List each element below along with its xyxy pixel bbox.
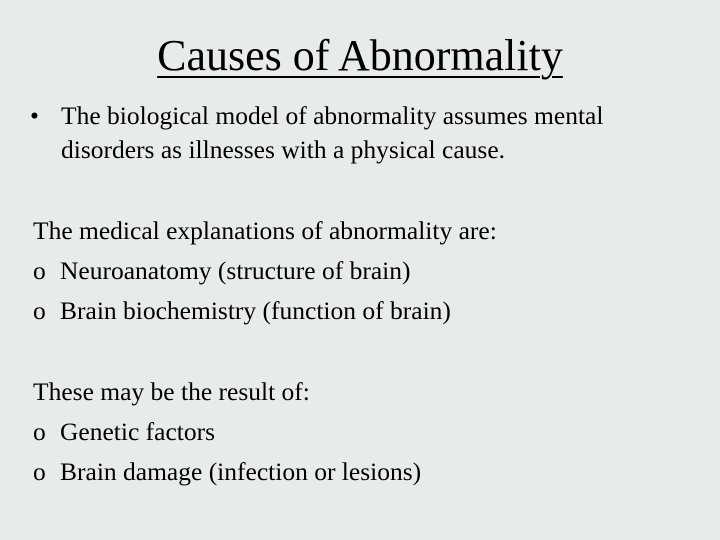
intro-bullet-text: The biological model of abnormality assumes mental disorders as illnesses with a physical cause. [61, 101, 604, 164]
slide-title [0, 30, 720, 82]
list-item-text: Genetic factors [60, 417, 216, 446]
list-item-text: Brain biochemistry (function of brain) [60, 296, 451, 325]
slide-title-text: Causes of Abnormality [157, 31, 563, 80]
section-heading: These may be the result of: [33, 377, 310, 406]
list-item-text: Brain damage (infection or lesions) [60, 457, 422, 486]
medical-explanations-section [33, 211, 693, 331]
section-heading: The medical explanations of abnormality are: [33, 216, 497, 245]
list-item [33, 291, 693, 331]
list-marker: o [33, 417, 46, 446]
list-marker: o [33, 296, 46, 325]
list-item-text: Neuroanatomy (structure of brain) [60, 256, 411, 285]
list-marker: o [33, 256, 46, 285]
list-item [33, 412, 693, 452]
list-item [33, 251, 693, 291]
intro-bullet [30, 99, 680, 167]
results-section [33, 372, 693, 492]
bullet-marker: • [30, 101, 39, 130]
list-item [33, 452, 693, 492]
list-marker: o [33, 457, 46, 486]
